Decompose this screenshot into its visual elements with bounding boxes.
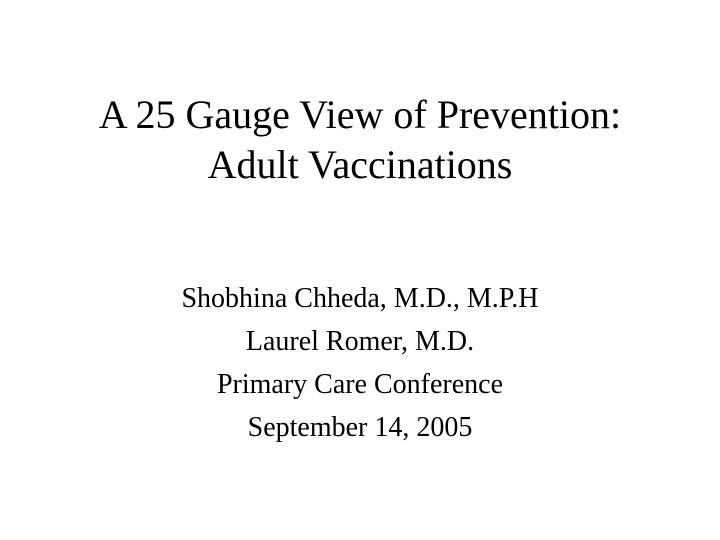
event-name: Primary Care Conference [216,369,504,400]
event-date: September 14, 2005 [247,412,473,443]
author-2: Laurel Romer, M.D. [245,326,475,357]
title-line-2: Adult Vaccinations [207,142,513,187]
slide-subtitle [0,277,720,449]
slide-title [0,90,720,190]
title-line-1: A 25 Gauge View of Prevention: [98,92,622,137]
author-1: Shobhina Chheda, M.D., M.P.H [181,283,539,314]
